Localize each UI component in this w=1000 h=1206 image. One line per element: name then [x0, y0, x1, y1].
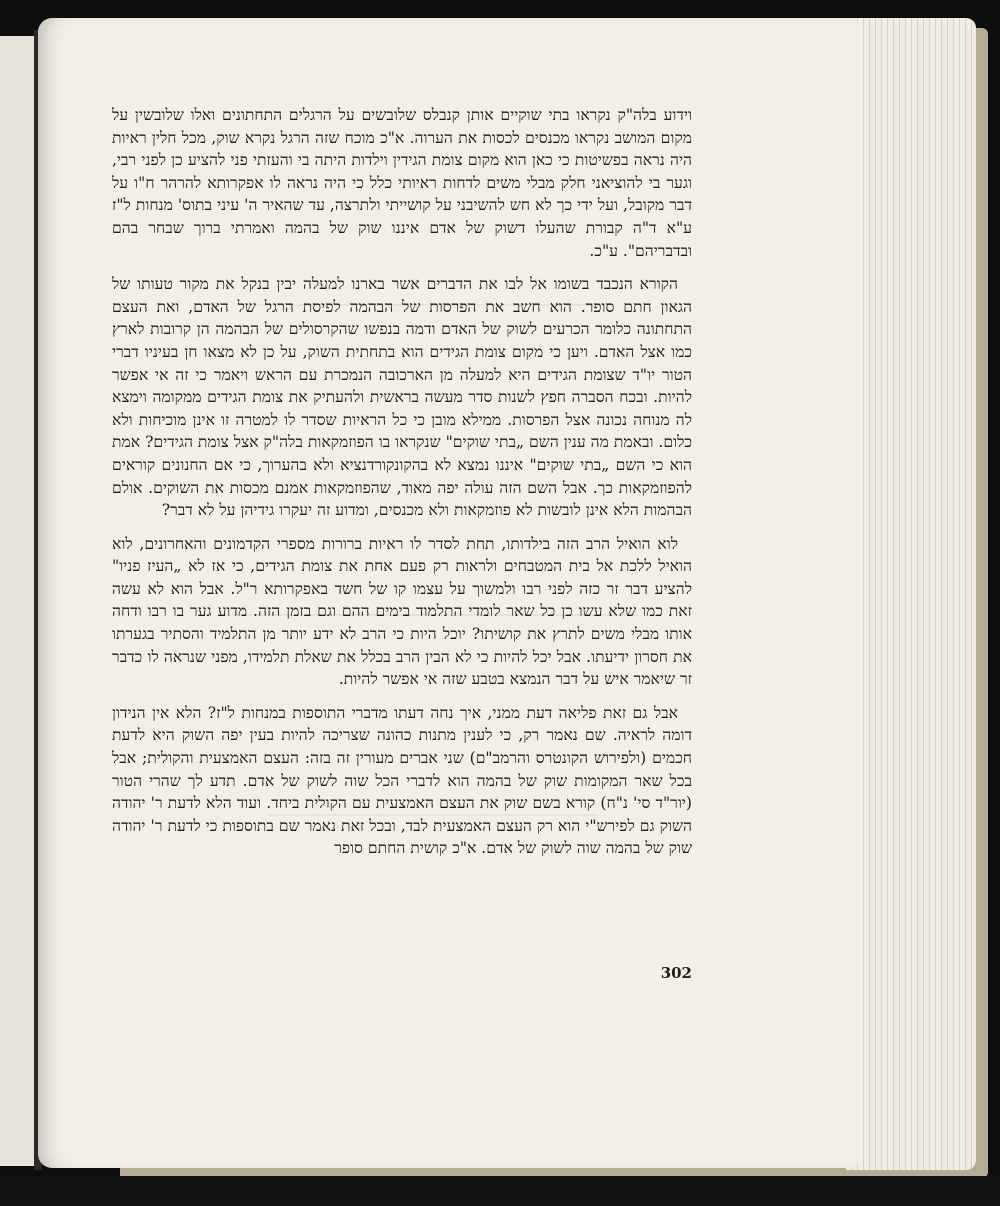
- paragraph: אבל גם זאת פליאה דעת ממני, איך נחה דעתו מדברי התוספות במנחות ל"ז? הלא אין הנידון דומה לראיה. שם נאמר רק, כי לענין מתנות כהונה שצריכה להיות בעין יפה השוק היא לדעת חכמים (ולפירוש הקונטרס והרמב"ם) שני אברים מעורין זה בזה: העצם האמצעית והקולית; אבל בכל שאר המקומות שוק של בהמה הוא לדברי הכל שוה לשוק של אדם. תדע לך שהרי הטור (יור"ד סי' נ"ח) קורא בשם שוק את העצם האמצעית עם הקולית ביחד. ועוד הלא לדעת ר' יהודה השוק גם לפירש"י הוא רק העצם האמצעית לבד, ובכל זאת נאמר שם בתוספות כי לדעת ר' יהודה שוק של בהמה שוה לשוק של אדם. א"כ קושית החתם סופר: [112, 703, 692, 858]
- paragraph: הקורא הנכבד בשומו אל לבו את הדברים אשר בארנו למעלה יבין בנקל את מקור טעותו של הגאון חתם סופר. הוא חשב את הפרסות של הבהמה לפיסת הרגל של האדם, ואת העצם התחתונה כלומר הכרעים לשוק של האדם ודמה בנפשו שהקרסולים של הבהמה הן קרובות לארץ כמו אצל האדם. ויען כי מקום צומת הגידים הוא בתחתית השוק, על כן לא מצאו חן בעיניו דברי הטור יו"ד שצומת הגידים היא למעלה מן הארכובה הנמכרת עם הראש ויאמר כי זה אי אפשר להיות. ובכח הסברה חפץ לשנות סדר מעשה בראשית ולהעתיק את צומת הגידים ממקומה וימצא לה מנוחה נכונה אצל הפרסות. ממילא מובן כי כל הראיות שסדר לו למטרה זו אינן מוכיחות ולא כלום. ובאמת מה ענין השם „בתי שוקים" שנקראו בו הפוזמקאות בלה"ק אצל צומת הגידים? אמת הוא כי השם „בתי שוקים" איננו נמצא לא בהקונקורדנציא ולא בהערוך, כי אם החנונים קוראים להפוזמקאות כך. אבל השם הזה עולה יפה מאוד, שהפוזמקאות אמנם מכסות את השוקים. אולם הבהמות הלא אינן לובשות לא פוזמקאות ולא מכנסים, ומדוע זה יעקרו גידיהן על לא דבר?: [112, 275, 692, 520]
- page-number: 302: [660, 964, 692, 982]
- paragraph: לוא הואיל הרב הזה בילדותו, תחת לסדר לו ראיות ברורות מספרי הקדמונים והאחרונים, לוא הואיל ללכת אל בית המטבחים ולראות רק פעם אחת את צומת הגידים, כי אז לא „העיז פניו" להציע דבר זר כזה לפני רבו ולמשוך על עצמו קו של חשד באפקרותא ר"ל. אבל הוא לא עשה זאת כמו שלא עשו כן כל שאר לומדי התלמוד בימים ההם וגם בזמן הזה. מדוע גער בו רבו ודחה אותו מבלי משים לתרץ את קושיתו? יוכל היות כי הרב לא ידע יותר מן התלמיד והסתיר בגערתו את חסרון ידיעתו. אבל יכל להיות כי לא הבין הרב בכלל את שאלת תלמידו, מפני שנראה לו כדבר זר שיאמר איש על דבר הנמצא בטבע שזה אי אפשר להיות.: [112, 534, 692, 689]
- facing-page-edge: [0, 36, 34, 1166]
- page-edges-stack: [846, 18, 976, 1170]
- paragraph: וידוע בלה"ק נקראו בתי שוקיים אותן קנבלס שלובשים על הרגלים התחתונים ואלו שלובשין על מקום המושב נקראו מכנסים לכסות את הערוה. א"כ מוכח שזה הרגל נקרא שוק, מכל חלין ראיות היה נראה בפשיטות כי כאן הוא מקום צומת הגידין וילדות היתה בי והעזתי פני להציע כן לפני רבי, וגער בי להוציאני חלק מבלי משים לדחות ראיותי כלל כי היה נראה לו אפקרותא להרהר ח"ו על דבר מקובל, ועל ידי כך לא חש להשיבני על קושייתי ולתרצה, עד שהאיר ה' עיני בתוס' מנחות ל"ז ע"א ד"ה קבורת שהעלו דשוק של אדם איננו שוק של בהמה ואמרתי ברוך שבחר בהם ובדבריהם". ע"כ.: [112, 106, 692, 260]
- background-table: [0, 1176, 1000, 1206]
- page-body-text: [112, 104, 692, 871]
